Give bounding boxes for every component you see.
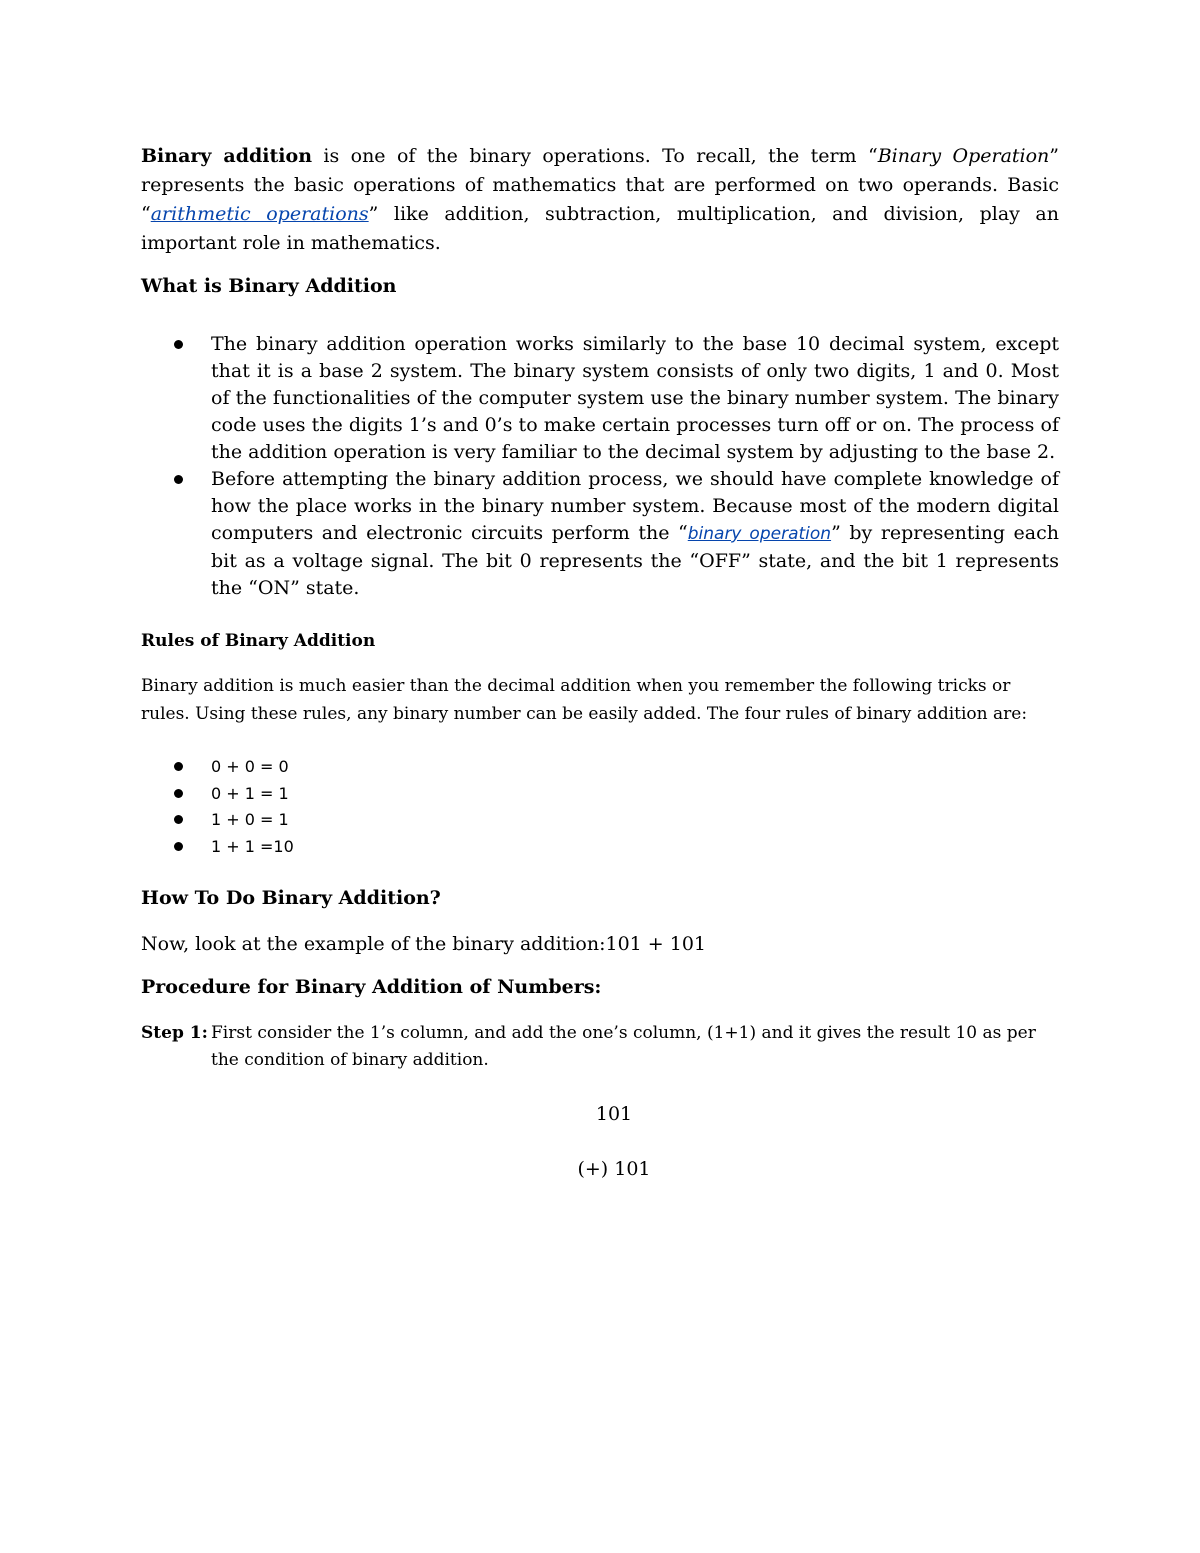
- what-bullet-2-text-b: ” by representing each bit as a voltage signal. The bit 0 represents the “OFF” state, and the bit 1 represents the “ON” state.: [211, 522, 1060, 599]
- rule-text: 1 + 0 = 1: [211, 810, 289, 829]
- list-item: [141, 466, 1059, 602]
- list-item: [141, 834, 294, 861]
- list-item: [141, 331, 1059, 466]
- what-bullet-1-text: The binary addition operation works similarly to the base 10 decimal system, except that it is a base 2 system. The binary system consists of only two digits, 1 and 0. Most of the functionalities of the computer system use the binary number system. The binary code uses the digits 1’s and 0’s to make certain processes turn off or on. The process of the addition operation is very familiar to the decimal system by adjusting to the base 2.: [211, 333, 1059, 463]
- procedure-heading: Procedure for Binary Addition of Numbers:: [141, 976, 602, 998]
- binary-operation-link[interactable]: binary operation: [687, 524, 832, 544]
- intro-text-2: ” represents the basic operations of mathematics that are performed on two operands. Basic “: [141, 145, 1060, 225]
- step-text: First consider the 1’s column, and add the one’s column, (1+1) and it gives the result 10 as per the condition of binary addition.: [211, 1023, 1036, 1070]
- intro-term-italic: Binary Operation: [877, 145, 1050, 167]
- bullet-icon: [174, 340, 183, 349]
- what-bullet-list: [141, 331, 1059, 602]
- list-item: [141, 781, 294, 808]
- rules-intro-paragraph: Binary addition is much easier than the decimal addition when you remember the following tricks or rules. Using these rules, any binary number can be easily added. The four rules of binary addition are:: [141, 676, 1028, 724]
- rule-text: 1 + 1 =10: [211, 836, 294, 856]
- rules-heading: Rules of Binary Addition: [141, 631, 376, 651]
- intro-term-bold: Binary addition: [141, 145, 313, 167]
- intro-text-1: is one of the binary operations. To recall, the term “: [312, 145, 878, 167]
- rule-text: 0 + 0 = 0: [211, 757, 289, 776]
- arithmetic-operations-link[interactable]: arithmetic operations: [150, 203, 369, 225]
- bullet-icon: [174, 815, 183, 824]
- rules-list: [141, 754, 294, 860]
- bullet-icon: [174, 762, 183, 771]
- step-1: [141, 1020, 1059, 1074]
- list-item: [141, 754, 294, 781]
- list-item: [141, 807, 294, 834]
- what-is-binary-addition-heading: What is Binary Addition: [141, 275, 397, 297]
- operand-1: 101: [595, 1103, 633, 1125]
- rule-text: 0 + 1 = 1: [211, 783, 289, 803]
- what-bullet-2-text-a: Before attempting the binary addition process, we should have complete knowledge of how the place works in the binary number system. Because most of the modern digital computers and electronic circuits perform the “: [211, 468, 1059, 544]
- operand-2: (+) 101: [577, 1158, 651, 1180]
- bullet-icon: [174, 842, 183, 851]
- bullet-icon: [174, 475, 183, 484]
- step-label: Step 1:: [141, 1023, 208, 1043]
- document-page: [141, 142, 1060, 1180]
- example-paragraph: Now, look at the example of the binary addition:101 + 101: [141, 933, 707, 955]
- bullet-icon: [174, 789, 183, 798]
- intro-paragraph: [141, 142, 1059, 258]
- intro-text-3: ” like addition, subtraction, multiplication, and division, play an important role in mathematics.: [141, 203, 1059, 254]
- how-to-heading: How To Do Binary Addition?: [141, 887, 441, 909]
